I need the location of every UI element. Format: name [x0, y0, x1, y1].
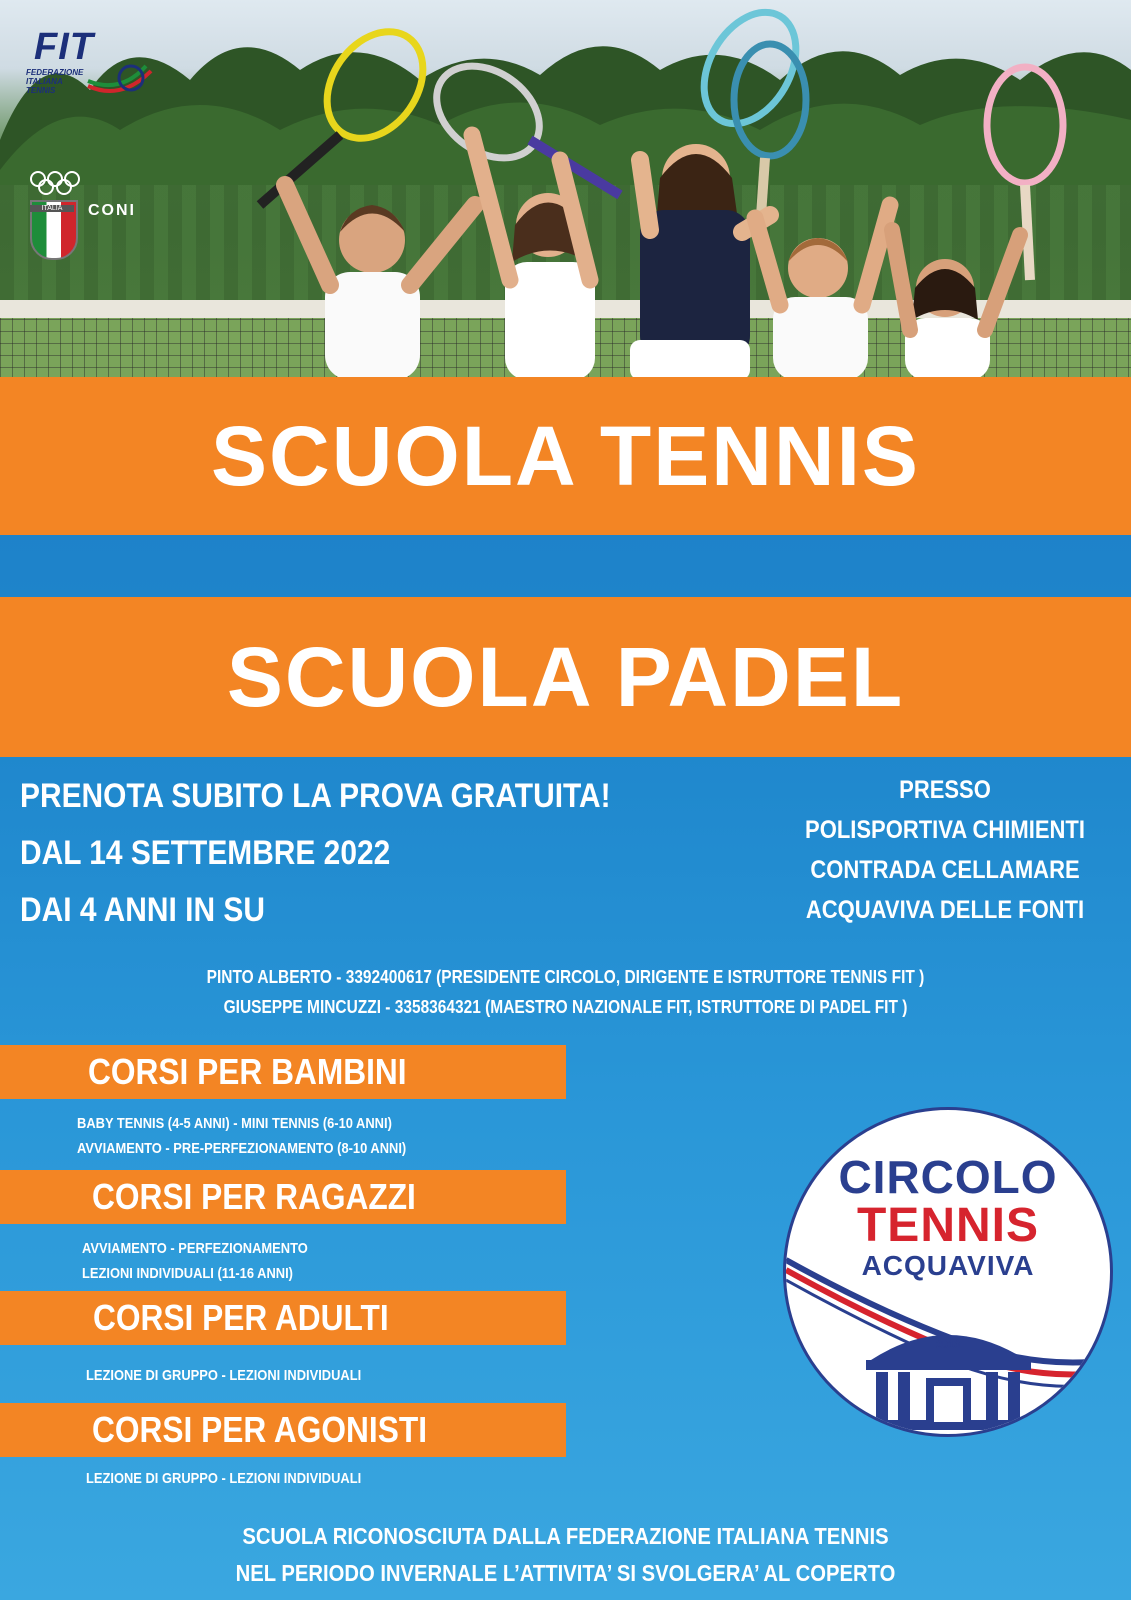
circolo-line-2: TENNIS [856, 1199, 1039, 1252]
banner-title: SCUOLA PADEL [226, 629, 905, 724]
location-line: POLISPORTIVA CHIMIENTI [805, 816, 1085, 844]
banner-scuola-padel [0, 597, 1131, 757]
course-title: CORSI PER RAGAZZI [92, 1176, 416, 1217]
fit-logo-line: ITALIANA [26, 77, 63, 86]
contact-line: GIUSEPPE MINCUZZI - 3358364321 (MAESTRO NAZIONALE FIT, ISTRUTTORE DI PADEL FIT ) [223, 997, 908, 1017]
circolo-line-3: ACQUAVIVA [861, 1250, 1035, 1281]
course-description-line: LEZIONE DI GRUPPO - LEZIONI INDIVIDUALI [86, 1470, 362, 1487]
fit-swoosh-icon [26, 26, 156, 98]
coni-logo [28, 170, 168, 270]
fit-logo-line: FEDERAZIONE [26, 68, 84, 77]
age-line: DAI 4 ANNI IN SU [20, 891, 265, 929]
course-description-line: BABY TENNIS (4-5 ANNI) - MINI TENNIS (6-10 ANNI) [77, 1115, 392, 1132]
fit-logo [26, 26, 156, 98]
location-info [775, 770, 1115, 930]
course-title: CORSI PER ADULTI [93, 1297, 389, 1338]
course-description-line: LEZIONE DI GRUPPO - LEZIONI INDIVIDUALI [86, 1367, 362, 1384]
course-bar-adulti [0, 1291, 566, 1345]
course-description-line: AVVIAMENTO - PRE-PERFEZIONAMENTO (8-10 ANNI) [77, 1140, 407, 1157]
circolo-year: 2013 [935, 1339, 961, 1351]
booking-line: PRENOTA SUBITO LA PROVA GRATUITA! [20, 777, 611, 815]
course-description-line: LEZIONI INDIVIDUALI (11-16 ANNI) [82, 1265, 293, 1282]
hero-photo [0, 0, 1131, 380]
coni-word: CONI [88, 202, 136, 219]
location-line: PRESSO [899, 776, 991, 804]
course-description [82, 1236, 308, 1286]
contact-line: PINTO ALBERTO - 3392400617 (PRESIDENTE CIRCOLO, DIRIGENTE E ISTRUTTORE TENNIS FIT ) [206, 967, 925, 987]
contacts [0, 962, 1131, 1022]
fit-logo-line: TENNIS [26, 86, 56, 95]
olympic-rings-icon [28, 170, 88, 196]
course-title: CORSI PER AGONISTI [92, 1409, 428, 1450]
location-line: ACQUAVIVA DELLE FONTI [805, 896, 1085, 924]
banner-scuola-tennis [0, 377, 1131, 535]
location-line: CONTRADA CELLAMARE [810, 856, 1080, 884]
course-description [86, 1466, 361, 1491]
course-bar-bambini [0, 1045, 566, 1099]
footer [0, 1518, 1131, 1592]
start-date-line: DAL 14 SETTEMBRE 2022 [20, 834, 391, 872]
course-description-line: AVVIAMENTO - PERFEZIONAMENTO [82, 1240, 308, 1257]
circolo-tennis-logo [783, 1107, 1113, 1437]
footer-line: SCUOLA RICONOSCIUTA DALLA FEDERAZIONE ITALIANA TENNIS [242, 1523, 889, 1549]
course-description [77, 1111, 406, 1161]
booking-info [20, 768, 691, 939]
course-bar-ragazzi [0, 1170, 566, 1224]
course-description [86, 1363, 361, 1388]
fit-logo-word: FIT [34, 26, 94, 68]
circolo-line-1: CIRCOLO [838, 1151, 1058, 1203]
course-title: CORSI PER BAMBINI [88, 1051, 407, 1092]
footer-line: NEL PERIODO INVERNALE L’ATTIVITA’ SI SVOLGERA’ AL COPERTO [235, 1560, 896, 1586]
coni-shield-label: ITALIA [30, 205, 74, 212]
kids-with-rackets-illustration [0, 0, 1131, 380]
banner-title: SCUOLA TENNIS [211, 408, 920, 503]
course-bar-agonisti [0, 1403, 566, 1457]
